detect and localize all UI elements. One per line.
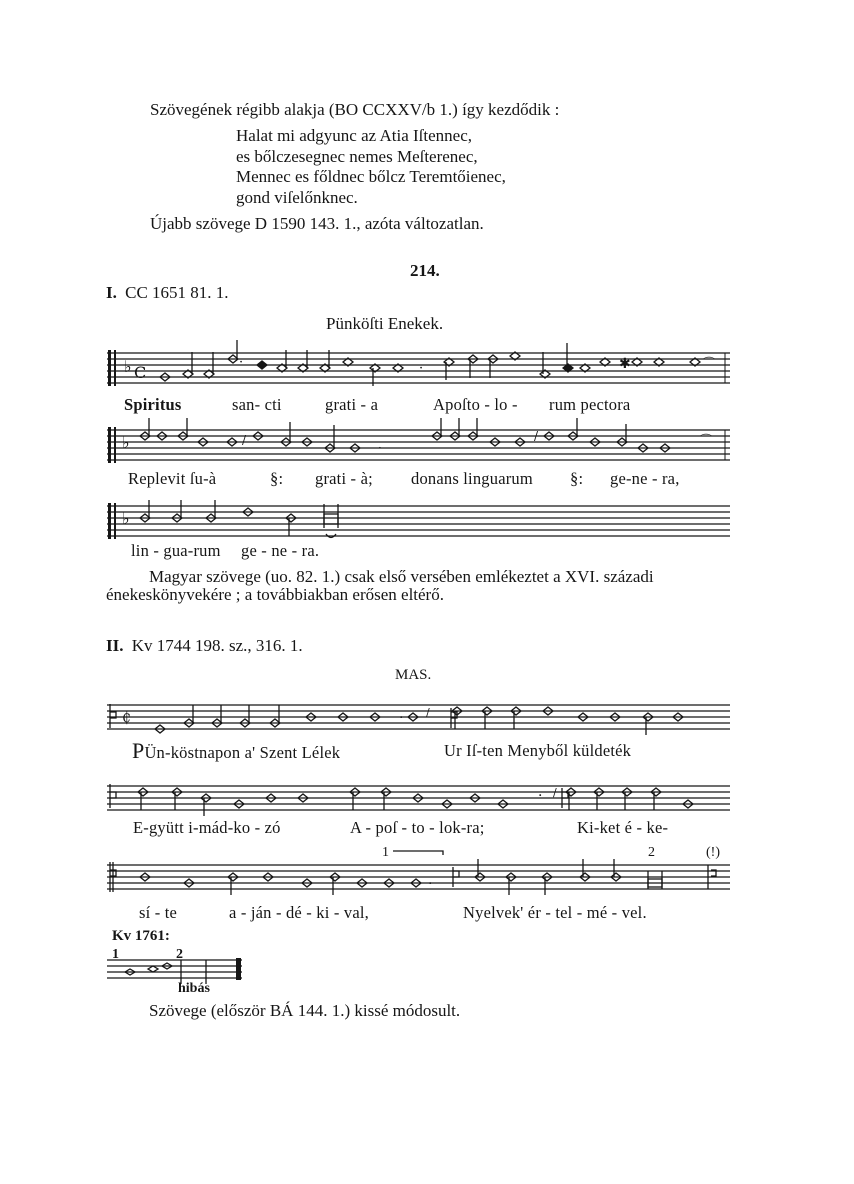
svg-text:⌒: ⌒ — [700, 433, 713, 447]
variant-staff-lines — [107, 960, 242, 978]
svg-text:/: / — [553, 786, 557, 799]
lyric-word: PÜn-köstnapon a' Szent Lélek — [132, 738, 341, 763]
lyric-word: Replevit ſu-à — [128, 469, 217, 488]
c-clef-icon — [110, 704, 116, 728]
lyric-word: san- cti — [232, 395, 282, 414]
note — [148, 966, 158, 972]
lyric-word: Apoſto - lo - — [433, 395, 518, 414]
lyric-word: rum pectora — [549, 395, 631, 414]
verse-line: gond viſelőnknec. — [236, 187, 358, 207]
section1-source: CC 1651 81. 1. — [125, 283, 229, 302]
svg-text:·: · — [419, 361, 424, 376]
svg-text:/: / — [426, 706, 430, 719]
section2-closing: Szövege (először BÁ 144. 1.) kissé módosult. — [149, 1001, 461, 1020]
section1-note-line: Magyar szövege (uo. 82. 1.) csak első versében emlékeztet a XVI. századi — [149, 567, 654, 586]
lyric-word: grati - a — [325, 395, 379, 414]
lyric-word: E-gyütt i-mád-ko - zó — [133, 818, 281, 837]
section1-roman: I. — [106, 283, 117, 302]
lyric-word: grati - à; — [315, 469, 373, 488]
lyric-word: sí - te — [139, 903, 178, 922]
variant-mark: 1 — [112, 947, 119, 962]
svg-text:/: / — [242, 433, 247, 447]
svg-text:/: / — [534, 429, 539, 443]
lyric-word: Ki-ket é - ke- — [577, 818, 669, 837]
bracket-mark: (!) — [706, 845, 720, 860]
lyric-word: lin - gua-rum — [131, 541, 221, 560]
lyric-word: Ur Iſ-ten Menyből küldeték — [444, 741, 632, 760]
lyric-word: donans linguarum — [411, 469, 533, 488]
lyric-word: §: — [570, 469, 584, 488]
verse-line: Mennec es főldnec bőlcz Teremtőienec, — [236, 167, 506, 186]
section2-source: Kv 1744 198. sz., 316. 1. — [131, 636, 303, 655]
svg-text:·: · — [239, 355, 244, 370]
lyric-word: Nyelvek' ér - tel - mé - vel. — [463, 903, 647, 922]
lyric-word: §: — [270, 469, 284, 488]
lyric-word: A - poſ - to - lok-ra; — [350, 818, 485, 837]
svg-text:·: · — [399, 710, 404, 726]
svg-text:·: · — [378, 441, 382, 455]
common-time-icon: C — [134, 363, 147, 382]
flat-icon: ♭ — [124, 357, 132, 376]
flat-icon: ♭ — [122, 433, 130, 452]
section2-roman: II. — [106, 636, 124, 655]
svg-text:·: · — [538, 788, 543, 804]
section1-note-line: énekeskönyvekére ; a továbbiakban erősen eltérő. — [106, 585, 444, 604]
bracket-mark: 2 — [648, 845, 655, 860]
svg-text:⌒: ⌒ — [703, 356, 716, 370]
variant-label: Kv 1761: — [112, 928, 170, 944]
svg-text:·: · — [428, 876, 433, 892]
volta-bracket — [393, 851, 443, 855]
variant-note: hibás — [178, 981, 210, 996]
final-bar — [236, 958, 241, 980]
song-number: 214. — [410, 261, 440, 280]
lyric-word: ge-ne - ra, — [610, 469, 680, 488]
intro-old-text-line: Szövegének régibb alakja (BO CCXXV/b 1.) így kezdődik : — [150, 100, 560, 119]
intro-new-text-line: Újabb szövege D 1590 143. 1., azóta változatlan. — [150, 214, 484, 233]
section2-title: MAS. — [395, 667, 432, 683]
flat-icon: ♭ — [122, 509, 130, 528]
lyric-word: a - ján - dé - ki - val, — [229, 903, 369, 922]
section1-title: Pünköſti Enekek. — [326, 314, 444, 333]
cut-time-icon: ₵ — [122, 710, 131, 726]
variant-mark: 2 — [176, 947, 183, 962]
lyric-word: ge - ne - ra. — [241, 541, 320, 560]
c-clef-icon — [453, 867, 459, 887]
verse-line: Halat mi adgyunc az Atia Iſtennec, — [236, 126, 473, 145]
lyric-word: Spiritus — [124, 395, 182, 414]
verse-line: es bőlczesegnec nemes Meſterenec, — [236, 146, 478, 166]
svg-text:✱: ✱ — [619, 356, 631, 372]
bracket-mark: 1 — [382, 845, 389, 860]
